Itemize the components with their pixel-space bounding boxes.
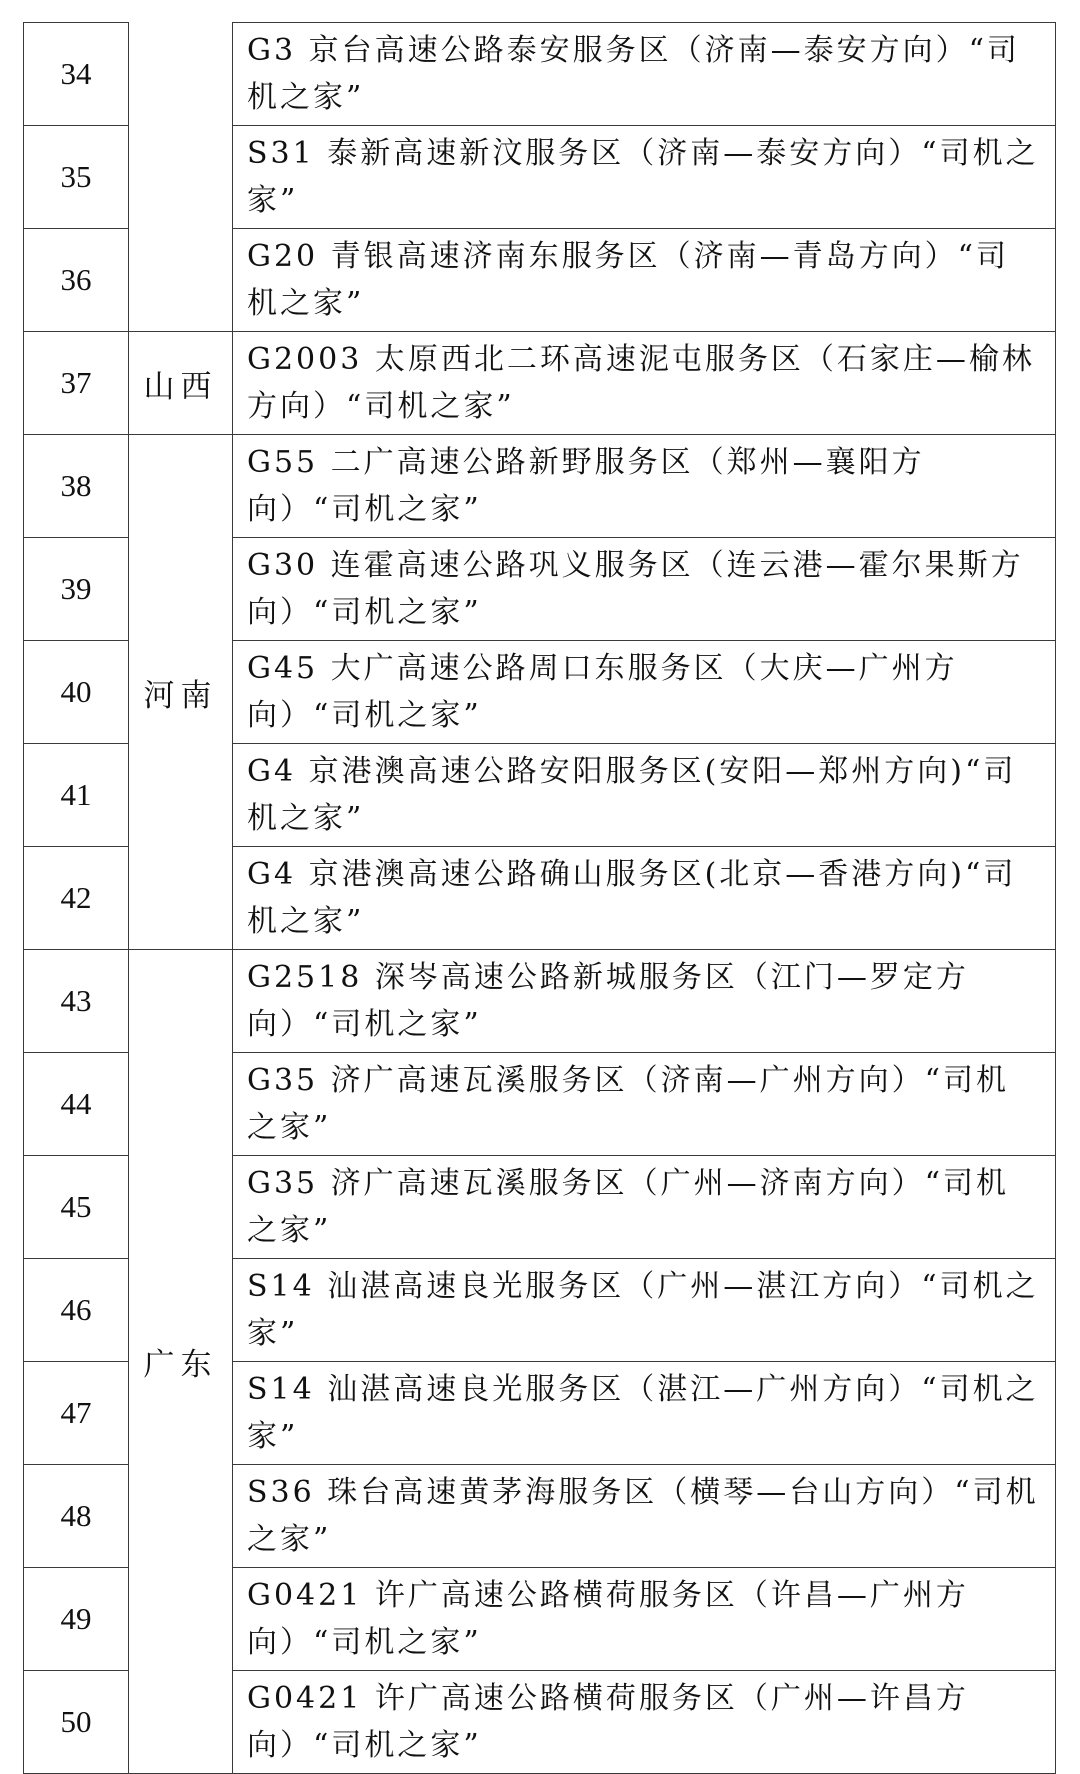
row-number: 41 — [24, 744, 129, 847]
row-number: 36 — [24, 229, 129, 332]
row-number: 45 — [24, 1156, 129, 1259]
table-row — [24, 435, 1056, 538]
service-area-name: G2003 太原西北二环高速泥屯服务区（石家庄—榆林方向）“司机之家” — [233, 332, 1056, 435]
row-number: 48 — [24, 1465, 129, 1568]
service-area-name: G35 济广高速瓦溪服务区（广州—济南方向）“司机之家” — [233, 1156, 1056, 1259]
service-area-name: S14 汕湛高速良光服务区（湛江—广州方向）“司机之家” — [233, 1362, 1056, 1465]
province-cell-shanxi: 山西 — [129, 332, 233, 435]
service-area-name: G0421 许广高速公路横荷服务区（广州—许昌方向）“司机之家” — [233, 1671, 1056, 1774]
service-area-name: G4 京港澳高速公路安阳服务区(安阳—郑州方向)“司机之家” — [233, 744, 1056, 847]
table-row — [24, 332, 1056, 435]
row-number: 50 — [24, 1671, 129, 1774]
province-cell-guangdong: 广东 — [129, 950, 233, 1774]
table-row — [24, 23, 1056, 126]
service-area-table-container — [23, 22, 1055, 1774]
row-number: 47 — [24, 1362, 129, 1465]
service-area-table — [23, 22, 1056, 1774]
row-number: 43 — [24, 950, 129, 1053]
row-number: 38 — [24, 435, 129, 538]
service-area-name: S31 泰新高速新汶服务区（济南—泰安方向）“司机之家” — [233, 126, 1056, 229]
service-area-name: S14 汕湛高速良光服务区（广州—湛江方向）“司机之家” — [233, 1259, 1056, 1362]
row-number: 37 — [24, 332, 129, 435]
row-number: 42 — [24, 847, 129, 950]
service-area-name: G45 大广高速公路周口东服务区（大庆—广州方向）“司机之家” — [233, 641, 1056, 744]
service-area-name: G30 连霍高速公路巩义服务区（连云港—霍尔果斯方向）“司机之家” — [233, 538, 1056, 641]
province-cell-continued — [129, 23, 233, 332]
row-number: 44 — [24, 1053, 129, 1156]
row-number: 49 — [24, 1568, 129, 1671]
service-area-name: G4 京港澳高速公路确山服务区(北京—香港方向)“司机之家” — [233, 847, 1056, 950]
service-area-name: G3 京台高速公路泰安服务区（济南—泰安方向）“司机之家” — [233, 23, 1056, 126]
row-number: 40 — [24, 641, 129, 744]
row-number: 46 — [24, 1259, 129, 1362]
service-area-name: G2518 深岑高速公路新城服务区（江门—罗定方向）“司机之家” — [233, 950, 1056, 1053]
service-area-name: G35 济广高速瓦溪服务区（济南—广州方向）“司机之家” — [233, 1053, 1056, 1156]
service-area-name: G0421 许广高速公路横荷服务区（许昌—广州方向）“司机之家” — [233, 1568, 1056, 1671]
table-row — [24, 950, 1056, 1053]
service-area-name: G20 青银高速济南东服务区（济南—青岛方向）“司机之家” — [233, 229, 1056, 332]
service-area-name: S36 珠台高速黄茅海服务区（横琴—台山方向）“司机之家” — [233, 1465, 1056, 1568]
province-cell-henan: 河南 — [129, 435, 233, 950]
service-area-name: G55 二广高速公路新野服务区（郑州—襄阳方向）“司机之家” — [233, 435, 1056, 538]
row-number: 35 — [24, 126, 129, 229]
row-number: 39 — [24, 538, 129, 641]
row-number: 34 — [24, 23, 129, 126]
